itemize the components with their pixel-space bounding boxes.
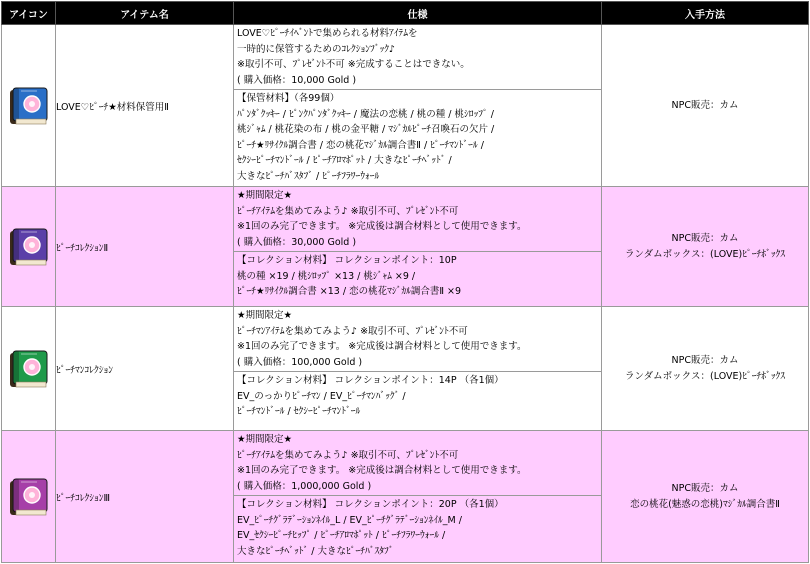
spec-materials <box>234 371 601 421</box>
spec-line: ※1回のみ完了できます。 ※完成後は調合材料として使用できます。 <box>237 221 527 232</box>
obtain-line: NPC販売：カム <box>671 232 739 244</box>
spec-line: ( 購入価格：100,000 Gold ) <box>237 356 363 368</box>
obtain-line: ランダムボックス：(LOVE)ﾋﾟｰﾁﾎﾞｯｸｽ <box>625 370 785 382</box>
item-name: ﾋﾟｰﾁｺﾚｸｼｮﾝⅡ <box>56 187 234 307</box>
spec-line: ※1回のみ完了できます。 ※完成後は調合材料として使用できます。 <box>237 465 527 476</box>
spec-materials <box>234 495 601 560</box>
item-obtain <box>602 25 809 187</box>
spec-line: ※取引不可、ﾌﾟﾚｾﾞﾝﾄ不可 ※完成することはできない。 <box>237 59 470 70</box>
obtain-line: NPC販売：カム <box>671 354 739 366</box>
green-book-icon <box>2 348 55 390</box>
obtain-line: 恋の桃花(魅惑の恋桃)ﾏｼﾞｶﾙ調合書Ⅱ <box>630 498 780 510</box>
spec-line: ﾋﾟｰﾁ★ﾘｻｲｸﾙ調合書 ×13 / 恋の桃花ﾏｼﾞｶﾙ調合書Ⅱ ×9 <box>237 286 462 297</box>
item-row <box>2 25 809 187</box>
item-row <box>2 187 809 307</box>
header-obtain: 入手方法 <box>602 2 809 25</box>
spec-line: 【保管材料】（各99個） <box>237 93 340 104</box>
spec-line: EV_ﾋﾟｰﾁｸﾞﾗﾃﾞｰｼｮﾝﾈｲﾙ_L / EV_ﾋﾟｰﾁｸﾞﾗﾃﾞｰｼｮﾝﾈｲﾙ_M / <box>237 514 462 526</box>
item-spec <box>234 431 602 563</box>
purple-book-icon <box>2 226 55 268</box>
item-spec <box>234 187 602 307</box>
spec-line: ★期間限定★ <box>237 190 293 201</box>
header-item-name: アイテム名 <box>56 2 234 25</box>
spec-line: 一時的に保管するためのｺﾚｸｼｮﾝﾌﾞｯｸ♪ <box>237 43 396 55</box>
spec-line: 桃の種 ×19 / 桃ｼﾛｯﾌﾟ ×13 / 桃ｼﾞｬﾑ ×9 / <box>237 270 416 282</box>
item-name: LOVE♡ﾋﾟｰﾁ★材料保管用Ⅱ <box>56 25 234 187</box>
spec-line: ( 購入価格：1,000,000 Gold ) <box>237 480 372 492</box>
spec-line: ﾋﾟｰﾁﾏﾝｱｲﾃﾑを集めてみよう♪ ※取引不可、ﾌﾟﾚｾﾞﾝﾄ不可 <box>237 325 468 337</box>
item-spec <box>234 25 602 187</box>
spec-line: ( 購入価格：10,000 Gold ) <box>237 74 357 86</box>
item-row <box>2 431 809 563</box>
spec-line: ( 購入価格：30,000 Gold ) <box>237 236 357 248</box>
item-icon-cell <box>2 187 56 307</box>
spec-line: EV_のっかりﾋﾟｰﾁﾏﾝ / EV_ﾋﾟｰﾁﾏﾝﾊﾞｯｸﾞ / <box>237 390 406 402</box>
spec-line: 【コレクション材料】 コレクションポイント：20P （各1個） <box>237 499 504 510</box>
spec-line: ★期間限定★ <box>237 434 293 445</box>
item-obtain <box>602 307 809 431</box>
item-name: ﾋﾟｰﾁｺﾚｸｼｮﾝⅢ <box>56 431 234 563</box>
obtain-line: NPC販売：カム <box>671 482 739 494</box>
spec-line: ﾋﾟｰﾁｱｲﾃﾑを集めてみよう♪ ※取引不可、ﾌﾟﾚｾﾞﾝﾄ不可 <box>237 449 459 461</box>
item-icon-cell <box>2 307 56 431</box>
spec-line: ｾｸｼｰﾋﾟｰﾁﾏﾝﾄﾞｰﾙ / ﾋﾟｰﾁｱﾛﾏﾎﾟｯﾄ / 大きなﾋﾟｰﾁﾍﾞｯﾄﾞ / <box>237 155 452 166</box>
item-obtain <box>602 187 809 307</box>
header-icon: アイコン <box>2 2 56 25</box>
spec-line: ﾋﾟｰﾁ★ﾘｻｲｸﾙ調合書 / 恋の桃花ﾏｼﾞｶﾙ調合書Ⅱ / ﾋﾟｰﾁﾏﾝﾄﾞｰﾙ / <box>237 139 484 151</box>
spec-description <box>234 431 601 495</box>
spec-description <box>234 25 601 89</box>
item-name: ﾋﾟｰﾁﾏﾝｺﾚｸｼｮﾝ <box>56 307 234 431</box>
obtain-line: NPC販売：カム <box>671 99 739 111</box>
spec-line: EV_ｾｸｼｰﾋﾟｰﾁﾋｯﾌﾟ / ﾋﾟｰﾁｱﾛﾏﾎﾟｯﾄ / ﾋﾟｰﾁﾌﾗﾜｰｳｫｰﾙ / <box>237 530 446 541</box>
header-row <box>2 2 809 25</box>
obtain-line: ランダムボックス：(LOVE)ﾋﾟｰﾁﾎﾞｯｸｽ <box>625 248 785 260</box>
spec-line: ※1回のみ完了できます。 ※完成後は調合材料として使用できます。 <box>237 341 527 352</box>
spec-line: ★期間限定★ <box>237 310 293 321</box>
item-icon-cell <box>2 431 56 563</box>
spec-line: 大きなﾋﾟｰﾁﾊﾞｽﾀﾌﾞ / ﾋﾟｰﾁﾌﾗﾜｰｳｫｰﾙ <box>237 170 380 182</box>
spec-line: 【コレクション材料】 コレクションポイント：10P <box>237 255 457 266</box>
spec-description <box>234 187 601 251</box>
spec-materials <box>234 89 601 185</box>
spec-materials <box>234 251 601 301</box>
spec-line: 【コレクション材料】 コレクションポイント：14P （各1個） <box>237 375 504 386</box>
item-obtain <box>602 431 809 563</box>
spec-line: 大きなﾋﾟｰﾁﾍﾞｯﾄﾞ / 大きなﾋﾟｰﾁﾊﾞｽﾀﾌﾞ <box>237 545 394 557</box>
spec-line: ﾊﾟﾝﾀﾞｸｯｷｰ / ﾋﾟﾝｸﾊﾟﾝﾀﾞｸｯｷｰ / 魔法の恋桃 / 桃の種 / 桃ｼﾛｯﾌﾟ / <box>237 108 494 120</box>
blue-book-icon <box>2 85 55 127</box>
header-spec: 仕様 <box>234 2 602 25</box>
spec-description <box>234 307 601 371</box>
item-icon-cell <box>2 25 56 187</box>
item-spec <box>234 307 602 431</box>
spec-line: ﾋﾟｰﾁﾏﾝﾄﾞｰﾙ / ｾｸｼｰﾋﾟｰﾁﾏﾝﾄﾞｰﾙ <box>237 406 361 417</box>
spec-line: LOVE♡ﾋﾟｰﾁｲﾍﾞﾝﾄで集められる材料ｱｲﾃﾑを <box>237 28 418 39</box>
item-table <box>1 1 809 563</box>
spec-line: 桃ｼﾞｬﾑ / 桃花染の布 / 桃の金平糖 / ﾏｼﾞｶﾙﾋﾟｰﾁ召喚石の欠片 / <box>237 124 495 135</box>
spec-line: ﾋﾟｰﾁｱｲﾃﾑを集めてみよう♪ ※取引不可、ﾌﾟﾚｾﾞﾝﾄ不可 <box>237 205 459 217</box>
item-row <box>2 307 809 431</box>
pink-book-icon <box>2 476 55 518</box>
